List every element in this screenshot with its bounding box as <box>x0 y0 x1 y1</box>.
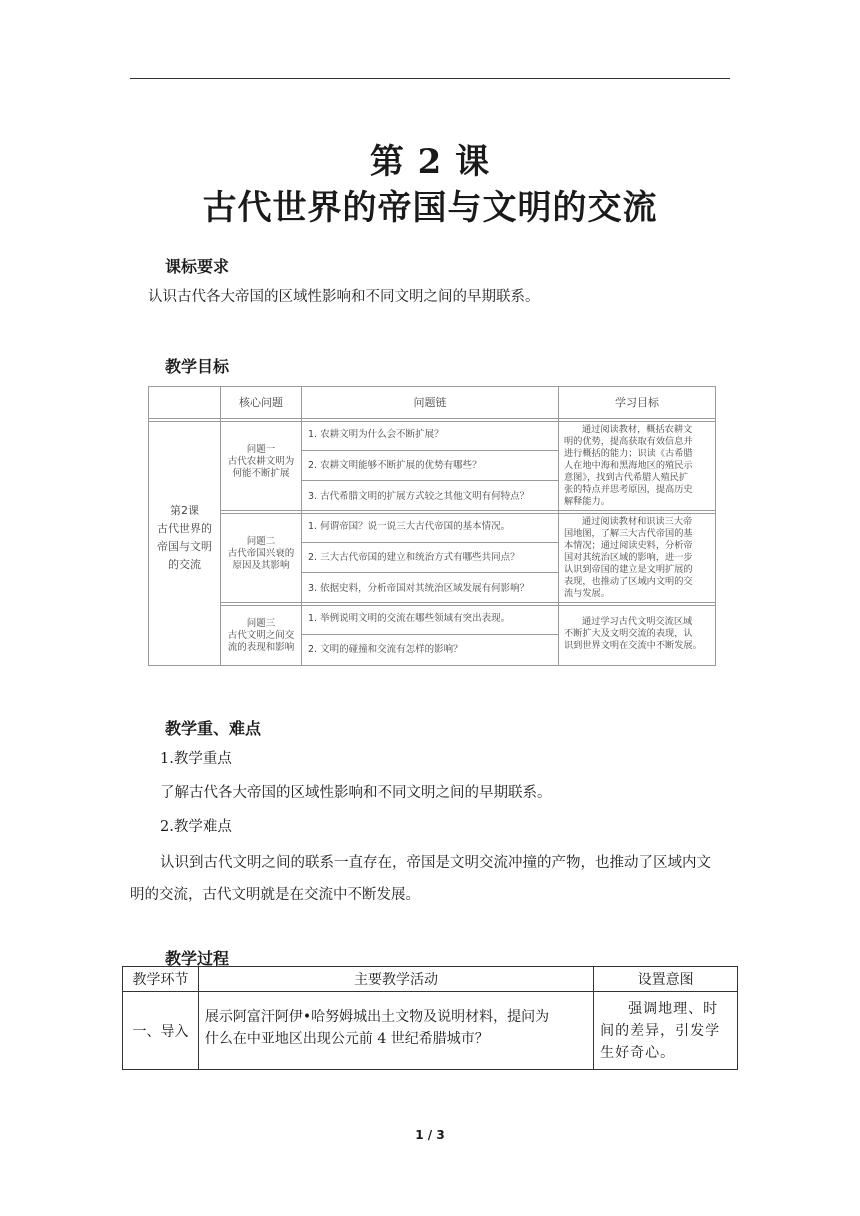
obj-goal-1: 通过阅读教材，概括农耕文 明的优势，提高获取有效信息并 进行概括的能力；识读《古希腊 人在地中海和黑海地区的殖民示 意图》，找到古代希腊人殖民扩 张的特点并思考原因，提高历史 解释能力。 <box>564 424 693 507</box>
process-stage: 一、导入 <box>123 992 199 1070</box>
obj-header-chain: 问题链 <box>413 396 447 409</box>
difficulty-label: 2.教学难点 <box>160 819 232 835</box>
obj-chain-1-1: 1. 农耕文明为什么会不断扩展？ <box>308 429 444 440</box>
process-intent: 强调地理、时 间的差异，引发学 生好奇心。 <box>594 992 738 1070</box>
objectives-table <box>148 386 716 666</box>
process-header-stage: 教学环节 <box>123 967 199 992</box>
focus-heading: 教学重、难点 <box>165 719 262 738</box>
difficulty-text-line1: 认识到古代文明之间的联系一直存在，帝国是文明交流冲撞的产物，也推动了区域内文 <box>160 855 711 871</box>
page-title: 古代世界的帝国与文明的交流 <box>202 188 658 228</box>
obj-header-goal: 学习目标 <box>615 396 659 409</box>
objectives-heading: 教学目标 <box>165 357 230 376</box>
obj-header-core: 核心问题 <box>239 396 283 409</box>
standard-text: 认识古代各大帝国的区域性影响和不同文明之间的早期联系。 <box>148 289 540 305</box>
obj-core-3: 问题三 古代文明之间交 流的表现和影响 <box>227 618 295 653</box>
obj-chain-3-2: 2. 文明的碰撞和交流有怎样的影响？ <box>308 644 463 655</box>
process-heading: 教学过程 <box>165 949 230 968</box>
obj-chain-1-3: 3. 古代希腊文明的扩展方式较之其他文明有何特点？ <box>308 491 530 502</box>
obj-chain-2-1: 1. 何谓帝国？说一说三大古代帝国的基本情况。 <box>308 521 511 532</box>
obj-chain-2-3: 3. 依据史料，分析帝国对其统治区域发展有何影响？ <box>308 583 530 594</box>
key-point-label: 1.教学重点 <box>160 751 232 767</box>
process-header-activity: 主要教学活动 <box>198 967 593 992</box>
table-row <box>123 992 738 1070</box>
obj-core-1: 问题一 古代农耕文明为 何能不断扩展 <box>227 444 295 479</box>
process-table <box>122 966 738 1070</box>
standard-heading: 课标要求 <box>165 257 230 276</box>
process-activity: 展示阿富汗阿伊•哈努姆城出土文物及说明材料，提问为 什么在中亚地区出现公元前 4 世纪希腊城市？ <box>198 992 593 1070</box>
obj-goal-3: 通过学习古代文明交流区域 不断扩大及文明交流的表现，认 识到世界文明在交流中不断发展。 <box>564 616 702 651</box>
header-rule <box>130 78 730 79</box>
obj-chain-2-2: 2. 三大古代帝国的建立和统治方式有哪些共同点？ <box>308 552 520 563</box>
obj-chain-3-1: 1. 举例说明文明的交流在哪些领域有突出表现。 <box>308 613 511 624</box>
page-number: 1 / 3 <box>415 1128 445 1142</box>
lesson-number: 第 2 课 <box>369 142 491 182</box>
obj-core-2: 问题二 古代帝国兴衰的 原因及其影响 <box>227 536 295 571</box>
obj-goal-2: 通过阅读教材和识读三大帝 国地图，了解三大古代帝国的基 本情况；通过阅读史料，分析帝 国对其统治区域的影响，进一步 认识到帝国的建立是文明扩展的 表现，也推动了区域内文明的交 流与发展。 <box>564 516 693 599</box>
process-header-intent: 设置意图 <box>594 967 738 992</box>
process-header-row <box>123 967 738 992</box>
obj-chain-1-2: 2. 农耕文明能够不断扩展的优势有哪些？ <box>308 460 482 471</box>
key-point-text: 了解古代各大帝国的区域性影响和不同文明之间的早期联系。 <box>160 785 552 801</box>
difficulty-text-line2: 明的交流，古代文明就是在交流中不断发展。 <box>130 887 420 903</box>
obj-lesson-label: 第2课 古代世界的 帝国与文明 的交流 <box>157 504 212 571</box>
